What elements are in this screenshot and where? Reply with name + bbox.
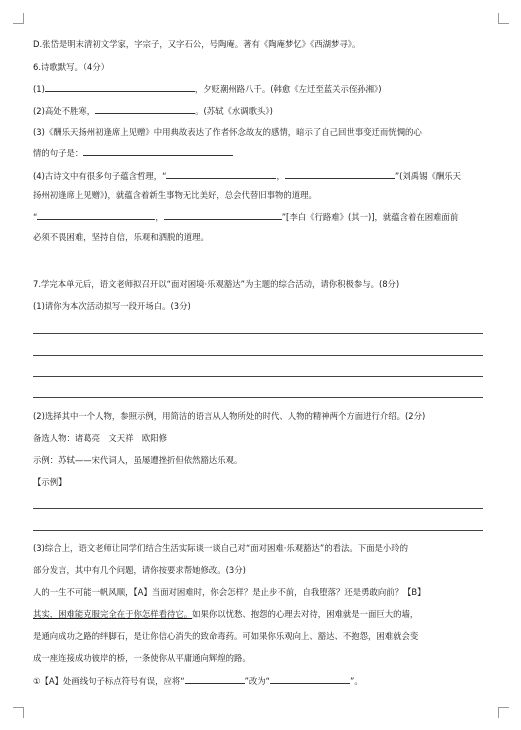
q6-blank-4b[interactable]: [285, 169, 395, 179]
q7-candidates: 备选人物：诸葛亮 文天祥 欧阳修: [33, 433, 167, 443]
q6-l2-after: 。(苏轼《水调歌头》): [195, 106, 273, 116]
passage-line-1: 人的一生不可能一帆风顺，【A】当面对困难时，你会怎样？是止步不前，自我堕落？还是勇敢向前？【B】: [33, 587, 426, 597]
corner-mark-bottom-left: [13, 707, 24, 718]
q6-line-4b: 扬州初逢席上见赠》)，就蕴含着新生事物无比美好，总会代替旧事物的道理。: [33, 190, 317, 200]
passage-line-4: 成一座连接成功彼岸的桥，一条使你从平庸通向辉煌的路。: [33, 653, 251, 663]
passage-underlined-sentence: 其实，困难能克服完全在于你怎样看待它。: [33, 609, 193, 619]
answer-line[interactable]: [33, 376, 483, 377]
q6-blank-2[interactable]: [95, 104, 195, 114]
passage-line-3: 是通向成功之路的绊脚石，是让你信心消失的致命毒药。可如果你乐观向上、豁达、不抱怨，困难就会变: [33, 631, 419, 641]
q6-line-3b: [33, 146, 493, 159]
corner-mark-top-right: [498, 13, 509, 24]
q6-line-4c: [33, 210, 493, 223]
q6-l4-mid: ，: [276, 171, 285, 181]
q7-sub1: (1)请你为本次活动拟写一段开场白。(3分): [33, 301, 191, 311]
passage-line-2-rest: 如果你以忧愁、抱怨的心理去对待，困难就是一面巨大的墙，: [192, 609, 419, 619]
q6-line-4d: 必须不畏困难，坚持自信，乐观和洒脱的道理。: [33, 232, 209, 242]
q7-sub2: (2)选择其中一个人物，参照示例，用简洁的语言从人物所处的时代、人物的精神两个方面进行介绍。(2分): [33, 411, 426, 421]
q6-l4-c-open: “: [33, 212, 38, 222]
q7-intro: 7.学完本单元后，语文老师拟召开以“面对困境·乐观豁达”为主题的综合活动，请你积极参与。(8分): [33, 279, 400, 289]
q6-blank-4a[interactable]: [166, 169, 276, 179]
q7-example-label: 【示例】: [33, 477, 67, 487]
q7-a-end: ”。: [350, 676, 363, 686]
q7-sub3b: 部分发言，其中有几个问题，请你按要求帮她修改。(3分): [33, 565, 246, 575]
q6-l3-label: 情的句子是：: [33, 148, 84, 158]
q6-l4-c-after: ”[李白《行路难》(其一)]，就蕴含着在困难面前: [281, 212, 459, 222]
q6-title: 6.诗歌默写。（4分）: [33, 62, 110, 72]
answer-line[interactable]: [33, 530, 483, 531]
q6-l4-c-mid: ，: [155, 212, 164, 222]
q6-l1-after: ，夕贬潮州路八千。(韩愈《左迁至蓝关示侄孙湘》): [194, 84, 382, 94]
q6-blank-3[interactable]: [83, 146, 233, 156]
q6-l4-a: (4)古诗文中有很多句子蕴含哲理，“: [33, 171, 167, 181]
q7-example: 示例：苏轼——宋代词人，虽屡遭挫折但依然豁达乐观。: [33, 455, 243, 465]
q7-a-mid: ”改为“: [244, 676, 271, 686]
q7-blank-a2[interactable]: [270, 674, 350, 684]
q5-option-d: D.张岱是明末清初文学家，字宗子，又字石公，号陶庵。著有《陶庵梦忆》《西湖梦寻》。: [33, 39, 361, 49]
q6-l2-num: (2)高处不胜寒，: [33, 106, 96, 116]
q6-line-1: [33, 82, 493, 95]
q7-sub3a: (3)综合上，语文老师让同学们结合生活实际谈一谈自己对“面对困难·乐观豁达”的看法。下面是小玲的: [33, 543, 408, 553]
q7-blank-a1[interactable]: [185, 674, 245, 684]
q6-l4-after: ”(刘禹锡《酬乐天: [394, 171, 462, 181]
answer-line[interactable]: [33, 333, 483, 334]
answer-line[interactable]: [33, 355, 483, 356]
q6-line-3a: (3)《酬乐天扬州初逢席上见赠》中用典故表达了作者怀念故友的感情，暗示了自己回世事变迁而恍惆的心: [33, 127, 422, 137]
corner-mark-top-left: [13, 13, 24, 24]
passage-line-2: [33, 608, 493, 620]
q6-blank-1[interactable]: [45, 82, 195, 92]
q6-l1-num: (1): [33, 84, 45, 94]
q7-sub3-item-a: [33, 674, 493, 687]
answer-line[interactable]: [33, 508, 483, 509]
corner-mark-bottom-right: [498, 707, 509, 718]
q7-a-prefix: ①【A】处画线句子标点符号有误，应将“: [33, 676, 185, 686]
answer-line[interactable]: [33, 397, 483, 398]
q6-line-4a: [33, 169, 493, 182]
q6-blank-4c[interactable]: [37, 210, 155, 220]
q6-blank-4d[interactable]: [164, 210, 282, 220]
q6-line-2: [33, 104, 493, 117]
